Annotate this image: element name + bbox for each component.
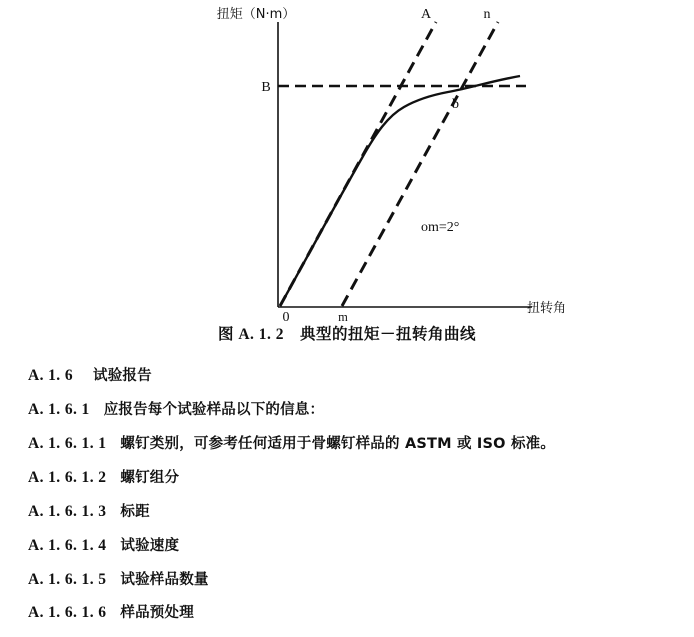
y-axis-label: 扭矩（N·m） xyxy=(216,7,296,22)
label-point-m: m xyxy=(338,310,348,324)
clause-text: 试验报告 xyxy=(93,368,152,384)
clause-text: 样品预处理 xyxy=(120,605,194,622)
paragraph xyxy=(28,434,668,455)
paragraph xyxy=(28,366,668,387)
paragraph xyxy=(28,400,668,421)
clause-number: A. 1. 6. 1. 1 xyxy=(28,434,107,452)
dashed-line-n xyxy=(342,22,498,306)
paragraph xyxy=(28,502,668,523)
clause-number: A. 1. 6. 1. 4 xyxy=(28,536,107,554)
label-origin: 0 xyxy=(282,310,290,325)
label-point-b: b xyxy=(452,97,459,112)
x-axis-label: 扭转角 xyxy=(527,301,567,316)
label-level-B: B xyxy=(261,80,271,95)
clause-number: A. 1. 6. 1. 5 xyxy=(28,570,107,588)
label-annotation-om: om=2° xyxy=(421,220,460,235)
clause-number: A. 1. 6. 1. 3 xyxy=(28,502,107,520)
clause-text: 应报告每个试验样品以下的信息： xyxy=(103,401,325,418)
figure-caption: 图 A. 1. 2 典型的扭矩－扭转角曲线 xyxy=(217,326,477,343)
clause-text: 螺钉类别，可参考任何适用于骨螺钉样品的 ASTM 或 ISO 标准。 xyxy=(120,435,556,452)
document-body xyxy=(28,366,668,637)
clause-text: 试验样品数量 xyxy=(120,571,209,588)
paragraph xyxy=(28,536,668,557)
paragraph xyxy=(28,468,668,489)
clause-text: 试验速度 xyxy=(120,537,180,554)
torque-curve xyxy=(280,76,520,306)
paragraph xyxy=(28,603,668,624)
label-line-A: A xyxy=(420,7,432,22)
label-line-n: n xyxy=(483,7,491,22)
clause-number: A. 1. 6. 1. 2 xyxy=(28,468,107,486)
clause-text: 标距 xyxy=(120,503,150,520)
paragraph xyxy=(28,570,668,591)
clause-text: 螺钉组分 xyxy=(120,469,180,486)
clause-number: A. 1. 6. 1. 6 xyxy=(28,604,107,622)
clause-number: A. 1. 6 xyxy=(28,367,73,384)
clause-number: A. 1. 6. 1 xyxy=(28,400,90,418)
